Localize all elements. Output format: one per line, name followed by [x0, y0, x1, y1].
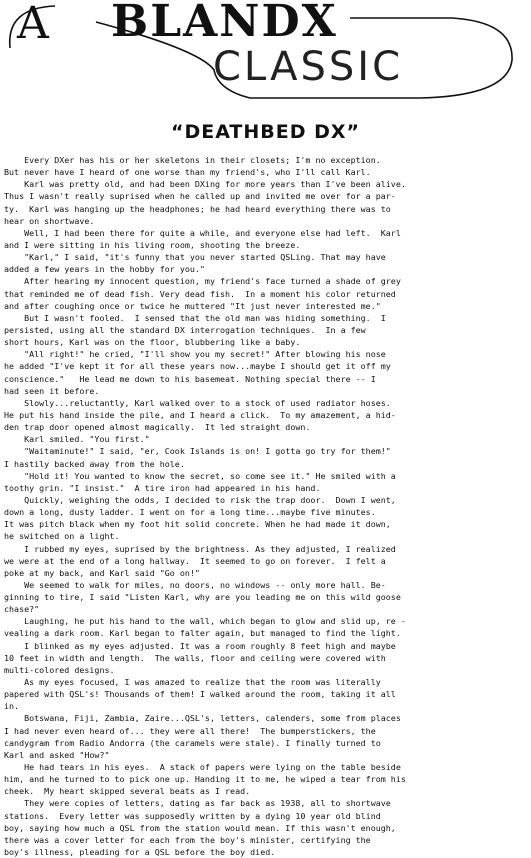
- article-line: down a long, dusty ladder. I went on for a long time...maybe five minutes.: [4, 507, 376, 518]
- article-line: "Hold it! You wanted to know the secret, so come see it." He smiled with a: [4, 470, 396, 481]
- article-line: stations. Every letter was supposedly written by a dying 10 year old blind: [4, 810, 381, 821]
- article-line: cheek. My heart skipped several beats as I read.: [4, 786, 251, 797]
- article-line: ty. Karl was hanging up the headphones; he had heard everything there was to: [4, 203, 391, 214]
- article-line: We seemed to walk for miles, no doors, no windows -- only more hall. Be-: [4, 579, 386, 590]
- article-line: him, and he turned to to pick one up. Handing it to me, he wiped a tear from his: [4, 774, 406, 785]
- article-line: there was a cover letter for each from the boy's minister, certifying the: [4, 834, 371, 845]
- article-line: Botswana, Fiji, Zambia, Zaire...QSL's, letters, calenders, some from places: [4, 713, 401, 724]
- article-line: and I were sitting in his living room, shooting the breeze.: [4, 239, 301, 250]
- article-line: Karl was pretty old, and had been DXing for more years than I've been alive.: [4, 179, 406, 190]
- masthead: [0, 0, 531, 120]
- article-line: Quickly, weighing the odds, I decided to risk the trap door. Down I went,: [4, 494, 396, 505]
- article-line: I rubbed my eyes, suprised by the brightness. As they adjusted, I realized: [4, 543, 396, 554]
- article-line: Thus I wasn't really suprised when he called up and invited me over for a par-: [4, 191, 396, 202]
- article-line: boy, saying how much a QSL from the station would mean. If this wasn't enough,: [4, 822, 396, 833]
- article-line: conscience." He lead me down to his basemeat. Nothing special there -- I: [4, 373, 376, 384]
- article-line: had seen it before.: [4, 385, 100, 396]
- article-line: that reminded me of dead fish. Very dead fish. In a moment his color returned: [4, 288, 396, 299]
- article-line: poke at my back, and Karl said "Go on!": [4, 567, 200, 578]
- article-line: Every DXer has his or her skeletons in their closets; I'm no exception.: [4, 155, 381, 165]
- article-line: 10 feet in width and length. The walls, floor and ceiling were covered with: [4, 652, 386, 663]
- article-line: Karl smiled. "You first.": [4, 434, 150, 445]
- article-line: He put his hand inside the pile, and I heard a click. To my amazement, a hid-: [4, 409, 396, 420]
- article-line: "Karl," I said, "it's funny that you never started QSLing. That may have: [4, 252, 386, 263]
- article-line: "All right!" he cried, "I'll show you my secret!" After blowing his nose: [4, 349, 386, 360]
- masthead-letter-a: A: [17, 0, 50, 49]
- article-line: short hours, Karl was on the floor, blubbering like a baby.: [4, 337, 301, 348]
- article-line: Well, I had been there for quite a while, and everyone else had left. Karl: [4, 227, 401, 238]
- article-line: candygram from Radio Andorra (the caramels were stale). I finally turned to: [4, 737, 381, 748]
- article-line: Karl and asked "How?": [4, 749, 110, 760]
- article-line: After hearing my innocent question, my friend's face turned a shade of grey: [4, 276, 401, 287]
- article-line: and after coughing once or twice he muttered "It just never interested me.": [4, 300, 381, 311]
- article-line: we were at the end of a long hallway. It seemed to go on forever. I felt a: [4, 555, 386, 566]
- article-line: It was pitch black when my foot hit solid concrete. When he had made it down,: [4, 519, 391, 530]
- article-line: Slowly...reluctantly, Karl walked over to a stock of used radiator hoses.: [4, 397, 391, 408]
- article-line: he added "I've kept it for all these years now...maybe I should get it off my: [4, 361, 391, 372]
- article-line: added a few years in the hobby for you.": [4, 264, 205, 275]
- article-line: ginning to tire, I said "Listen Karl, why are you leading me on this wild goose: [4, 592, 401, 603]
- article-line: I blinked as my eyes adjusted. It was a room roughly 8 feet high and maybe: [4, 640, 396, 651]
- article-line: multi-colored designs.: [4, 664, 115, 675]
- article-line: Laughing, he put his hand to the wall, which began to glow and slid up, re -: [4, 616, 406, 627]
- article-line: But never have I heard of one worse than my friend's, who I'll call Karl.: [4, 167, 371, 178]
- article-line: in.: [4, 701, 20, 712]
- masthead-title-blandx: BLANDX: [111, 0, 338, 47]
- article-body: [4, 154, 528, 858]
- article-line: He had tears in his eyes. A stack of papers were lying on the table beside: [4, 762, 401, 773]
- article-line: "Waitaminute!" I said, "er, Cook Islands is on! I gotta go try for them!": [4, 446, 391, 457]
- article-line: papered with QSL's! Thousands of them! I walked around the room, taking it all: [4, 689, 396, 700]
- article-line: persisted, using all the standard DX interrogation techniques. In a few: [4, 324, 366, 335]
- article-line: vealing a dark room. Karl began to falter again, but managed to find the light.: [4, 628, 401, 639]
- article-line: As my eyes focused, I was amazed to realize that the room was literally: [4, 677, 381, 688]
- article-line: I had never even heard of... they were all there! The bumperstickers, the: [4, 725, 376, 736]
- article-line: But I wasn't fooled. I sensed that the old man was hiding something. I: [4, 312, 386, 323]
- article-line: den trap door opened almost magically. It led straight down.: [4, 422, 311, 433]
- article-line: hear on shortwave.: [4, 215, 95, 226]
- article-line: They were copies of letters, dating as far back as 1938, all to shortwave: [4, 798, 391, 809]
- article-line: boy's illness, pleading for a QSL before the boy died.: [4, 847, 276, 858]
- article-line: I hastily backed away from the hole.: [4, 458, 185, 469]
- article-line: chase?": [4, 604, 40, 615]
- article-line: toothy grin. "I insist." A tire iron had appeared in his hand.: [4, 482, 321, 493]
- masthead-title-classic: CLASSIC: [213, 44, 404, 90]
- article-headline: “DEATHBED DX”: [170, 121, 361, 143]
- article-line: he switched on a light.: [4, 531, 120, 542]
